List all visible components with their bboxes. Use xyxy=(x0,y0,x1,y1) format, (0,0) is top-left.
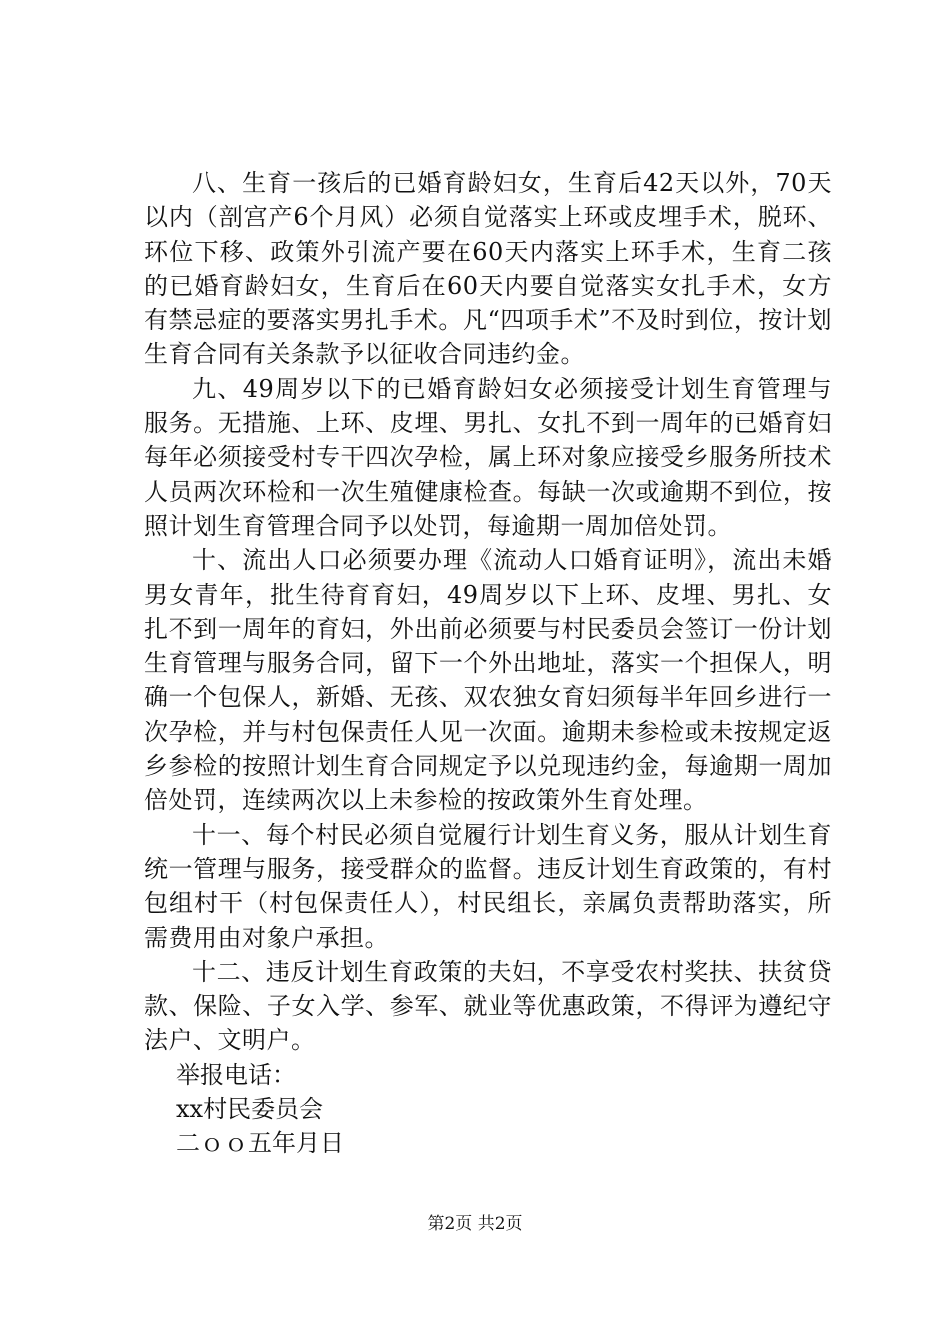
document-body xyxy=(144,166,832,1161)
page-footer: 第2页 共2页 xyxy=(427,1214,523,1234)
report-phone-label: 举报电话： xyxy=(176,1060,296,1089)
paragraph-12: 十二、违反计划生育政策的夫妇，不享受农村奖扶、扶贫贷款、保险、子女入学、参军、就业等优惠政策，不得评为遵纪守法户、文明户。 xyxy=(144,957,832,1055)
document-date: 二ｏｏ五年月日 xyxy=(176,1129,344,1158)
paragraph-9: 九、49周岁以下的已婚育龄妇女必须接受计划生育管理与服务。无措施、上环、皮埋、男扎、女扎不到一周年的已婚育妇每年必须接受村专干四次孕检，属上环对象应接受乡服务所技术人员两次环检和一次生殖健康检查。每缺一次或逾期不到位，按照计划生育管理合同予以处罚，每逾期一周加倍处罚。 xyxy=(144,374,832,540)
paragraph-11: 十一、每个村民必须自觉履行计划生育义务，服从计划生育统一管理与服务，接受群众的监督。违反计划生育政策的，有村包组村干（村包保责任人），村民组长，亲属负责帮助落实，所需费用由对象户承担。 xyxy=(144,820,832,952)
paragraph-10: 十、流出人口必须要办理《流动人口婚育证明》，流出未婚男女青年，批生待育育妇，49周岁以下上环、皮埋、男扎、女扎不到一周年的育妇，外出前必须要与村民委员会签订一份计划生育管理与服务合同，留下一个外出地址，落实一个担保人，明确一个包保人，新婚、无孩、双农独女育妇须每半年回乡进行一次孕检，并与村包保责任人见一次面。逾期未参检或未按规定返乡参检的按照计划生育合同规定予以兑现违约金，每逾期一周加倍处罚，连续两次以上未参检的按政策外生育处理。 xyxy=(144,546,832,815)
committee-signature: xx村民委员会 xyxy=(176,1095,324,1124)
paragraph-8: 八、生育一孩后的已婚育龄妇女，生育后42天以外，70天以内（剖宫产6个月风）必须自觉落实上环或皮埋手术，脱环、环位下移、政策外引流产要在60天内落实上环手术，生育二孩的已婚育龄妇女，生育后在60天内要自觉落实女扎手术，女方有禁忌症的要落实男扎手术。凡“四项手术”不及时到位，按计划生育合同有关条款予以征收合同违约金。 xyxy=(144,169,832,369)
